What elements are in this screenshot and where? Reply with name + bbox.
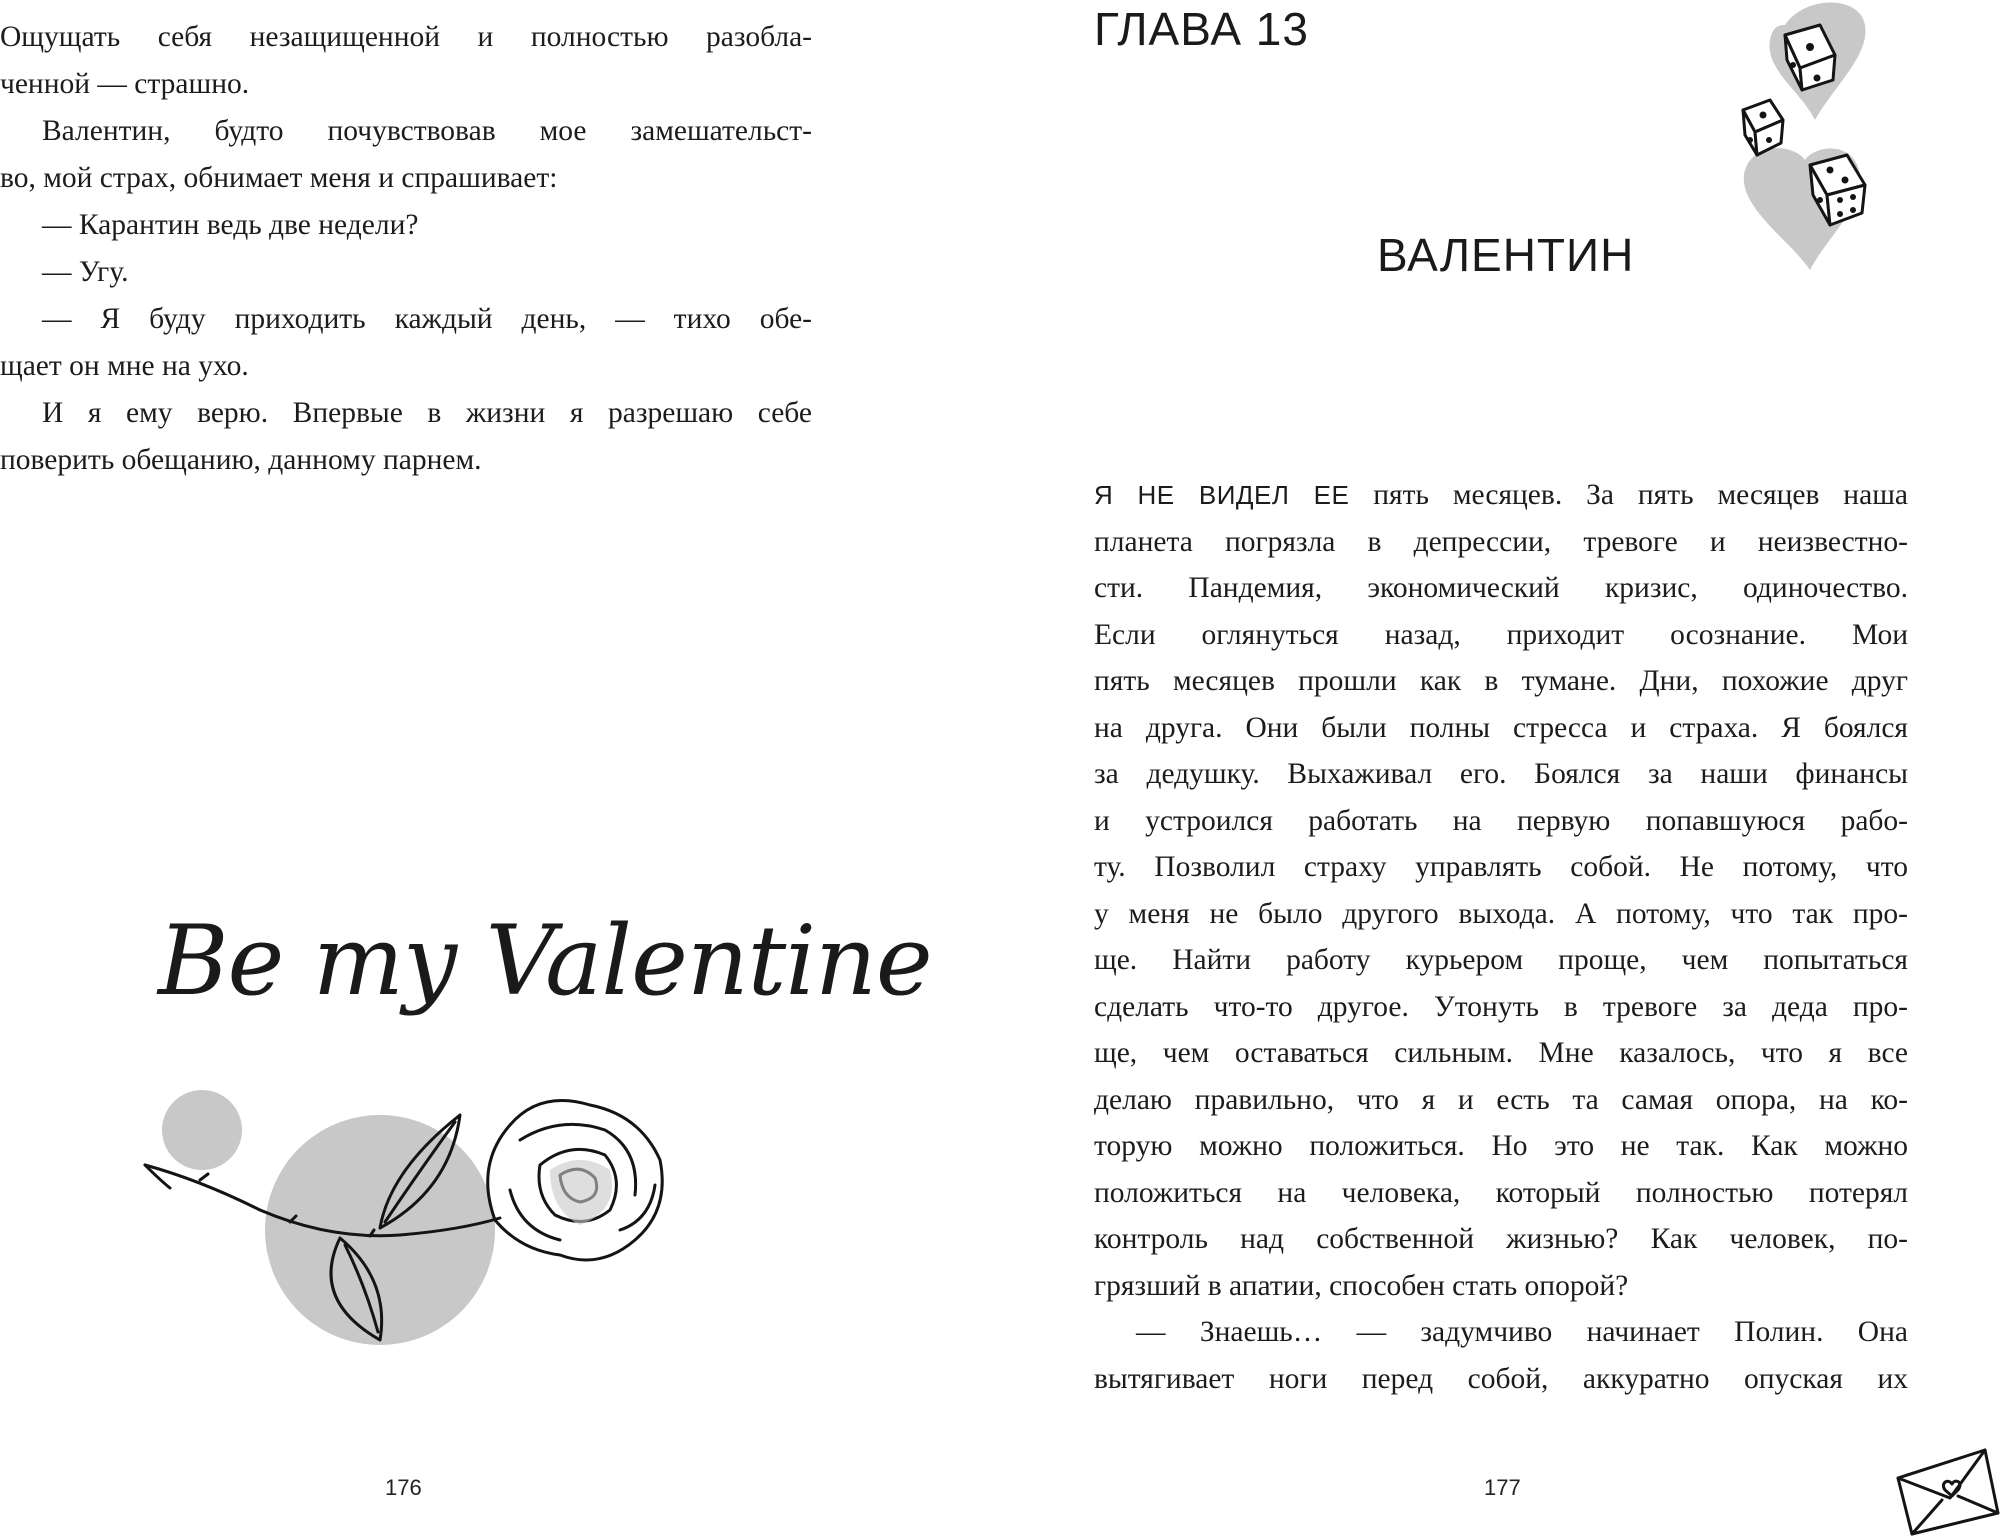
paragraph <box>0 108 812 202</box>
text-line: ще. Найти работу курьером проще, чем попытаться <box>1094 944 1908 976</box>
rose-illustration <box>140 1070 680 1350</box>
be-my-valentine-script: Be my Valentine <box>158 905 932 1017</box>
text-line: планета погрязла в депрессии, тревоге и неизвестно- <box>1094 525 1908 558</box>
text-line: на друга. Они были полны стресса и страха. Я боялся <box>1094 711 1908 744</box>
page-number: 176 <box>385 1475 422 1500</box>
paragraph <box>1094 1309 1908 1402</box>
text-line: щает он мне на ухо. <box>0 350 249 382</box>
text-line: сделать что-то другое. Утонуть в тревоге за деда про- <box>1094 990 1908 1023</box>
text-fragment: пять месяцев. За пять месяцев наша <box>1349 479 1908 511</box>
text-line: — Угу. <box>42 256 129 288</box>
text-line: сти. Пандемия, экономический кризис, одиночество. <box>1094 572 1908 604</box>
text-line: ченной — страшно. <box>0 68 250 100</box>
text-line: торую можно положиться. Но это не так. Как можно <box>1094 1130 1908 1162</box>
text-line: грязший в апатии, способен стать опорой? <box>1094 1269 1629 1302</box>
text-line: Ощущать себя незащищенной и полностью разобла- <box>0 21 812 53</box>
text-line <box>1094 472 1908 519</box>
chapter-title: ВАЛЕНТИН <box>1377 229 1635 281</box>
text-line: и устроился работать на первую попавшуюся рабо- <box>1094 804 1908 837</box>
paragraph <box>0 296 812 390</box>
text-line: делаю правильно, что я и есть та самая опора, на ко- <box>1094 1083 1908 1116</box>
text-line: — Карантин ведь две недели? <box>42 209 419 241</box>
paragraph <box>0 390 812 484</box>
text-line: пять месяцев прошли как в тумане. Дни, похожие друг <box>1094 665 1908 697</box>
envelope-heart-icon <box>1890 1438 2000 1536</box>
text-line: ту. Позволил страху управлять собой. Не потому, что <box>1094 851 1908 883</box>
text-line: И я ему верю. Впервые в жизни я разрешаю себе <box>42 397 812 429</box>
text-line: за дедушку. Выхаживал его. Боялся за наши финансы <box>1094 758 1908 790</box>
right-page <box>1000 0 2000 1536</box>
text-line: у меня не было другого выхода. А потому, что так про- <box>1094 897 1908 930</box>
text-line: контроль над собственной жизнью? Как человек, по- <box>1094 1223 1908 1255</box>
lead-in: Я НЕ ВИДЕЛ ЕЕ <box>1094 480 1350 510</box>
paragraph <box>1094 472 1908 1309</box>
text-line: вытягивает ноги перед собой, аккуратно опуская их <box>1094 1362 1908 1395</box>
text-line: Если оглянуться назад, приходит осознание. Мои <box>1094 618 1908 651</box>
text-line: — Я буду приходить каждый день, — тихо обе- <box>42 303 812 335</box>
text-line: поверить обещанию, данному парнем. <box>0 444 482 476</box>
paragraph <box>0 249 812 296</box>
chapter-label: ГЛАВА 13 <box>1094 3 1309 55</box>
page-number: 177 <box>1484 1475 1521 1500</box>
paragraph <box>0 14 812 108</box>
text-line: ще, чем оставаться сильным. Мне казалось, что я все <box>1094 1037 1908 1069</box>
left-page-text <box>0 14 812 484</box>
text-line: Валентин, будто почувствовав мое замешательст- <box>42 115 812 147</box>
text-line: положиться на человека, который полностью потерял <box>1094 1176 1908 1209</box>
paragraph <box>0 202 812 249</box>
text-line: — Знаешь… — задумчиво начинает Полин. Она <box>1136 1316 1908 1348</box>
right-page-text <box>1094 472 1908 1402</box>
text-line: во, мой страх, обнимает меня и спрашивает: <box>0 162 558 194</box>
dice-hearts-illustration <box>1725 0 1885 275</box>
gray-dot <box>162 1090 242 1170</box>
